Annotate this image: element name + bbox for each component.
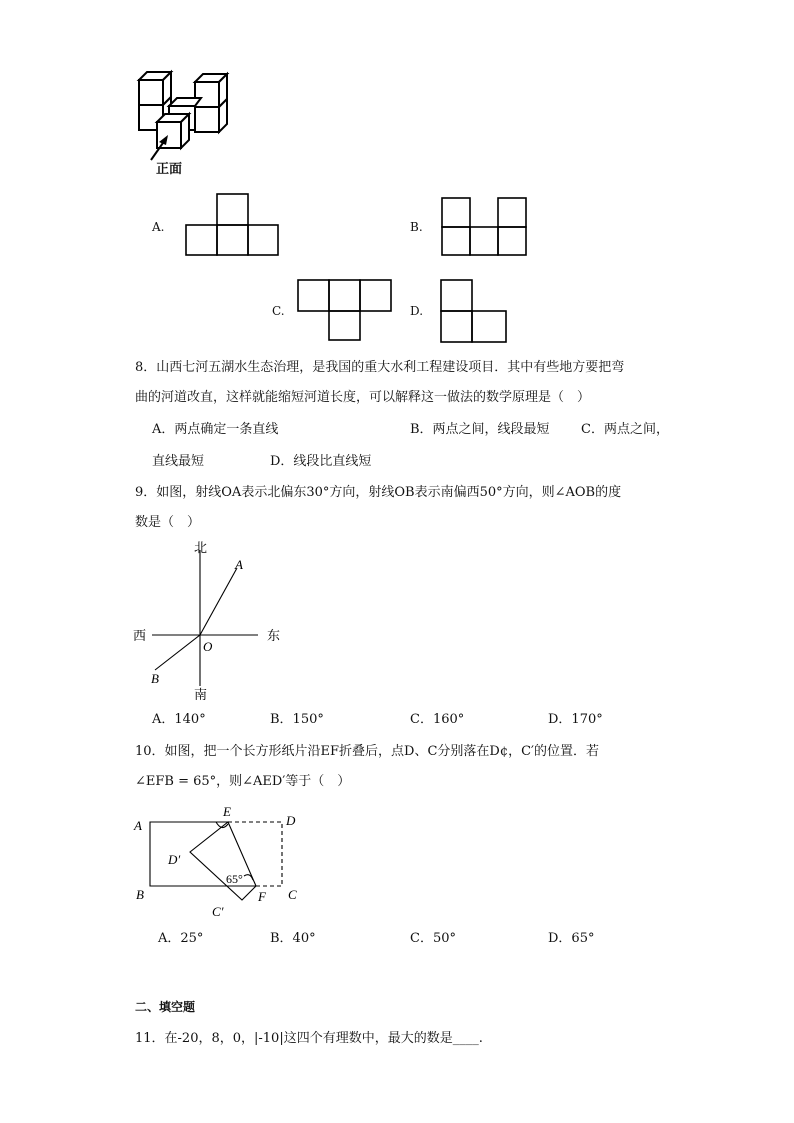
angle-65-label: 65° xyxy=(226,872,243,886)
q7-option-c-figure xyxy=(296,278,394,342)
q9-choice-d[interactable]: D．170° xyxy=(548,712,603,727)
point-f-label: F xyxy=(258,889,266,904)
q8-line-2: 曲的河道改直，这样就能缩短河道长度，可以解释这一做法的数学原理是（ ） xyxy=(135,390,591,405)
q9-choice-a[interactable]: A．140° xyxy=(152,712,206,727)
q7-option-b-label[interactable]: B. xyxy=(410,220,423,234)
q8-option-a[interactable]: A．两点确定一条直线 xyxy=(152,422,279,437)
north-label: 北 xyxy=(194,540,208,555)
q9-choice-c[interactable]: C．160° xyxy=(410,712,465,727)
point-d-label: D xyxy=(286,813,296,828)
q8-option-c[interactable]: C．两点之间， xyxy=(581,422,669,437)
q10-choice-b[interactable]: B．40° xyxy=(270,931,316,946)
q10-choice-a[interactable]: A．25° xyxy=(158,931,204,946)
q8-line-1: 8．山西七河五湖水生态治理，是我国的重大水利工程建设项目．其中有些地方要把弯 xyxy=(135,360,625,375)
point-a-label: A xyxy=(134,818,142,833)
folded-flap xyxy=(190,822,256,900)
point-a-label: A xyxy=(235,557,243,572)
q7-option-c-label[interactable]: C. xyxy=(272,304,285,318)
section-title-fill-in: 二、填空题 xyxy=(135,1000,196,1014)
point-c-label: C xyxy=(288,887,297,902)
q11-text: 11．在-20，8，0，|-10|这四个有理数中，最大的数是____. xyxy=(135,1031,483,1046)
point-d-prime-label: D′ xyxy=(168,852,181,867)
south-label: 南 xyxy=(194,687,208,702)
q10-choice-d[interactable]: D．65° xyxy=(548,931,595,946)
q9-line-1: 9．如图，射线OA表示北偏东30°方向，射线OB表示南偏西50°方向，则∠AOB的度 xyxy=(135,485,622,500)
point-b-label: B xyxy=(136,887,144,902)
point-c-prime-label: C′ xyxy=(212,904,224,919)
q7-option-d-figure xyxy=(438,278,510,344)
q8-option-c-continued: 直线最短 xyxy=(152,454,205,469)
compass-figure xyxy=(130,538,300,708)
cube-stack-figure xyxy=(135,68,245,168)
q7-option-a-label[interactable]: A. xyxy=(152,220,165,234)
ray-ob xyxy=(155,635,200,670)
q7-option-b-figure xyxy=(440,196,530,258)
point-e-label: E xyxy=(223,804,231,819)
q10-line-1: 10．如图，把一个长方形纸片沿EF折叠后，点D、C分别落在D¢，C′的位置．若 xyxy=(135,744,600,759)
point-o-label: O xyxy=(203,639,213,654)
q9-line-2: 数是（ ） xyxy=(135,515,201,530)
q9-choice-b[interactable]: B．150° xyxy=(270,712,324,727)
west-label: 西 xyxy=(133,628,147,643)
q7-option-a-figure xyxy=(185,192,280,257)
q10-choice-c[interactable]: C．50° xyxy=(410,931,456,946)
point-b-label: B xyxy=(151,671,159,686)
east-label: 东 xyxy=(267,628,281,643)
q8-option-b[interactable]: B．两点之间，线段最短 xyxy=(410,422,550,437)
q7-option-d-label[interactable]: D. xyxy=(410,304,424,318)
q10-line-2: ∠EFB = 65°，则∠AED′等于（ ） xyxy=(135,774,351,789)
q8-option-d[interactable]: D．线段比直线短 xyxy=(270,454,372,469)
folded-rectangle-figure xyxy=(132,800,312,920)
ray-oa xyxy=(200,568,237,635)
front-label: 正面 xyxy=(156,162,183,177)
